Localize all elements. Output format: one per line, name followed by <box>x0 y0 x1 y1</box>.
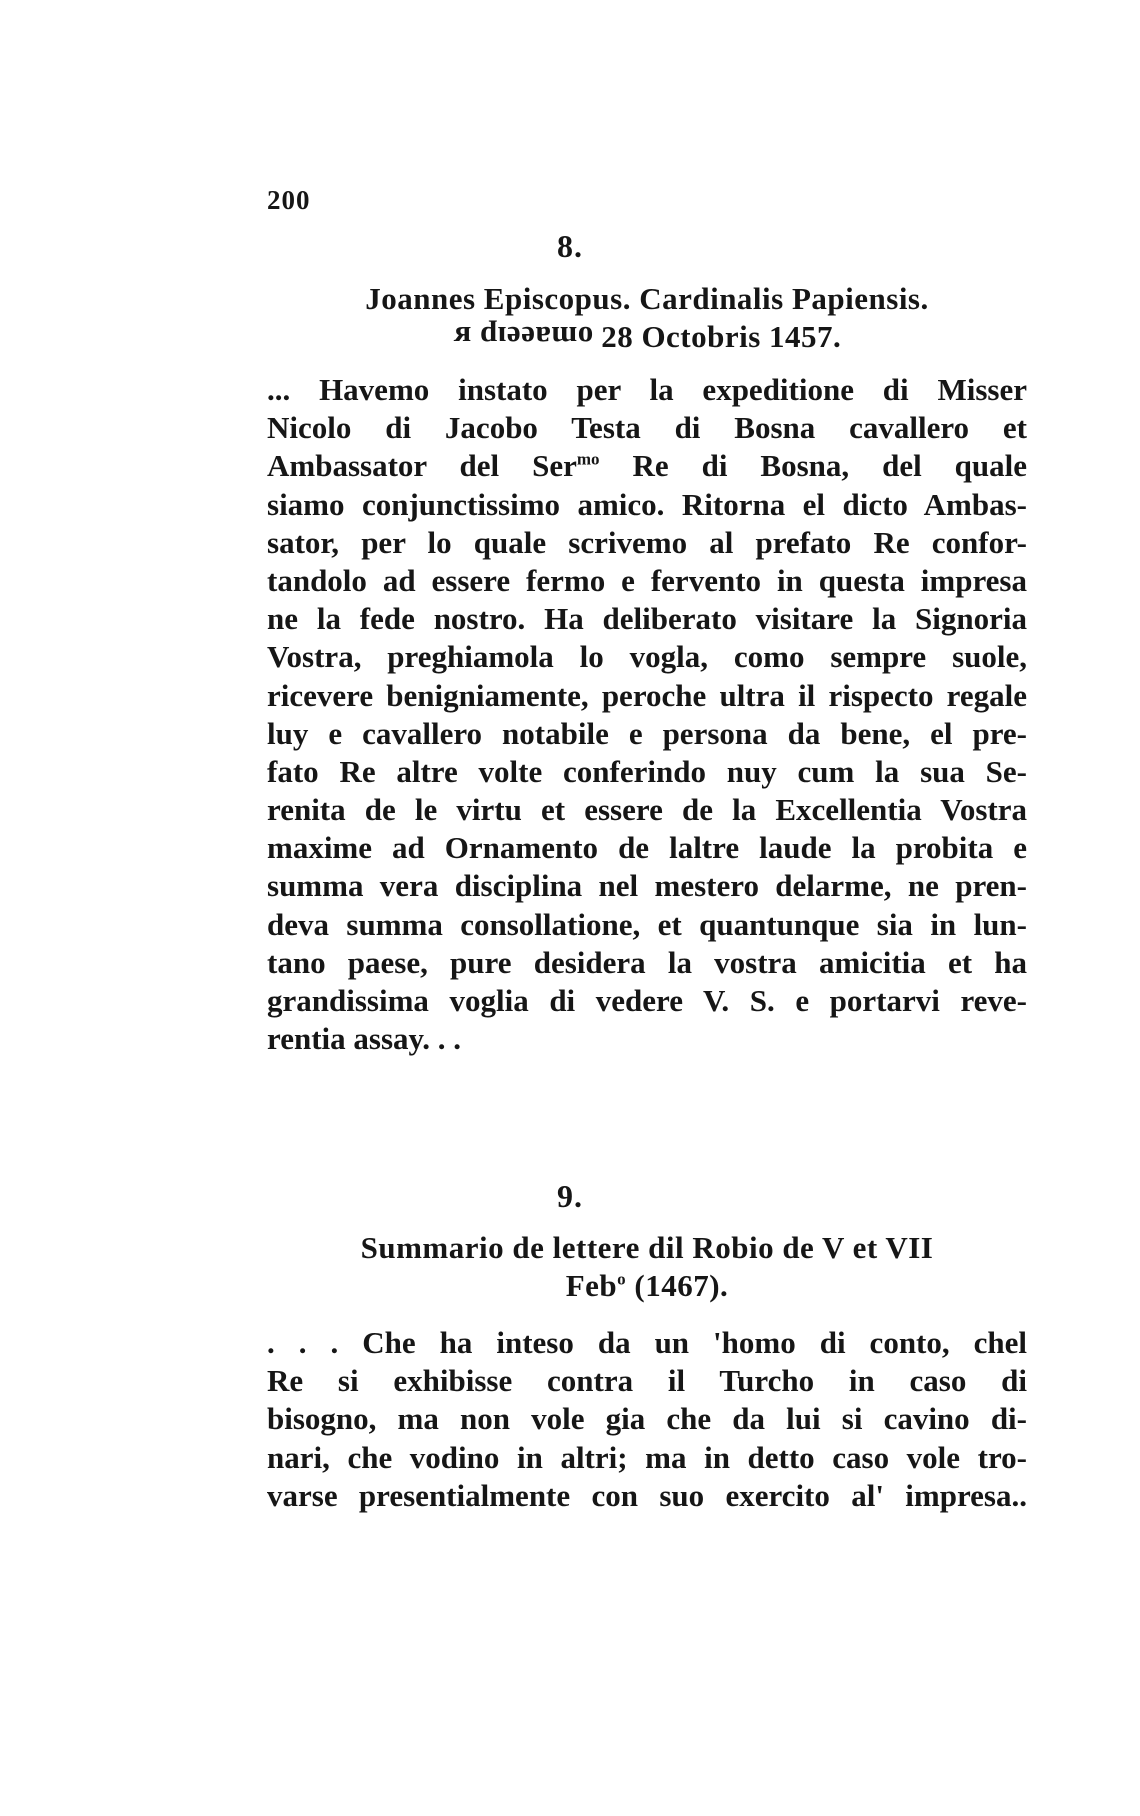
entry-8-heading-line-1: Joannes Episcopus. Cardinalis Papiensis. <box>365 281 929 316</box>
text-line: Re si exhibisse contra il Turcho in caso di <box>267 1363 1027 1399</box>
text-line-start: Ambassator del Ser <box>267 448 577 484</box>
entry-9-body <box>267 1324 1027 1515</box>
entry-8-heading-inverted-type: omaeeıp ʁ <box>452 320 593 355</box>
entry-9-heading <box>267 1229 1027 1305</box>
text-line-end: Re di Bosna, del quale <box>599 448 1027 484</box>
text-line <box>267 447 1027 485</box>
page-number: 200 <box>267 185 311 215</box>
entry-8-body <box>267 371 1027 1058</box>
text-line: luy e cavallero notabile e persona da bene, el pre- <box>267 715 1027 751</box>
text-line: Nicolo di Jacobo Testa di Bosna cavallero et <box>267 410 1027 446</box>
text-line: grandissima voglia di vedere V. S. e portarvi reve- <box>267 983 1027 1018</box>
text-line: maxime ad Ornamento de laltre laude la probita e <box>267 830 1027 866</box>
text-line: fato Re altre volte conferindo nuy cum la sua Se- <box>267 753 1027 789</box>
text-line: bisogno, ma non vole gia che da lui si cavino di- <box>267 1401 1027 1437</box>
text-line: sator, per lo quale scrivemo al prefato Re confor- <box>267 524 1027 560</box>
section-number-9: 9. <box>557 1178 583 1214</box>
text-line: ricevere benigniamente, peroche ultra il rispecto regale <box>267 677 1027 713</box>
text-line: tandolo ad essere fermo e fervento in questa impresa <box>267 562 1027 598</box>
text-line: ... Havemo instato per la expeditione di Misser <box>267 372 1027 407</box>
entry-8-heading-date: 28 Octobris 1457. <box>601 319 842 354</box>
text-line: rentia assay. . . <box>267 1021 462 1057</box>
entry-9-heading-year: (1467). <box>626 1268 729 1303</box>
text-line: nari, che vodino in altri; ma in detto caso vole tro- <box>267 1439 1027 1475</box>
entry-9-heading-month: Feb <box>565 1268 618 1303</box>
text-line: varse presentialmente con suo exercito al' impresa.. <box>267 1477 1027 1513</box>
text-line: tano paese, pure desidera la vostra amicitia et ha <box>267 944 1027 980</box>
text-line: renita de le virtu et essere de la Excellentia Vostra <box>267 792 1027 828</box>
entry-9-heading-line-2 <box>267 1267 1027 1305</box>
text-line: siamo conjunctissimo amico. Ritorna el dicto Ambas- <box>267 486 1027 522</box>
superscript: o <box>617 1269 627 1289</box>
section-number-8: 8. <box>557 228 583 264</box>
superscript: mo <box>576 450 600 470</box>
entry-8-heading <box>267 280 1027 356</box>
text-line: ne la fede nostro. Ha deliberato visitare la Signoria <box>267 601 1027 637</box>
text-line: deva summa consollatione, et quantunque sia in lun- <box>267 906 1027 942</box>
entry-8-heading-line-2 <box>267 318 1027 356</box>
text-line: summa vera disciplina nel mestero delarme, ne pren- <box>267 868 1027 904</box>
entry-9-heading-line-1: Summario de lettere dil Robio de V et VII <box>360 1230 934 1265</box>
text-line: . . . Che ha inteso da un 'homo di conto, chel <box>267 1325 1027 1360</box>
text-line: Vostra, preghiamola lo vogla, como sempre suole, <box>267 639 1027 675</box>
